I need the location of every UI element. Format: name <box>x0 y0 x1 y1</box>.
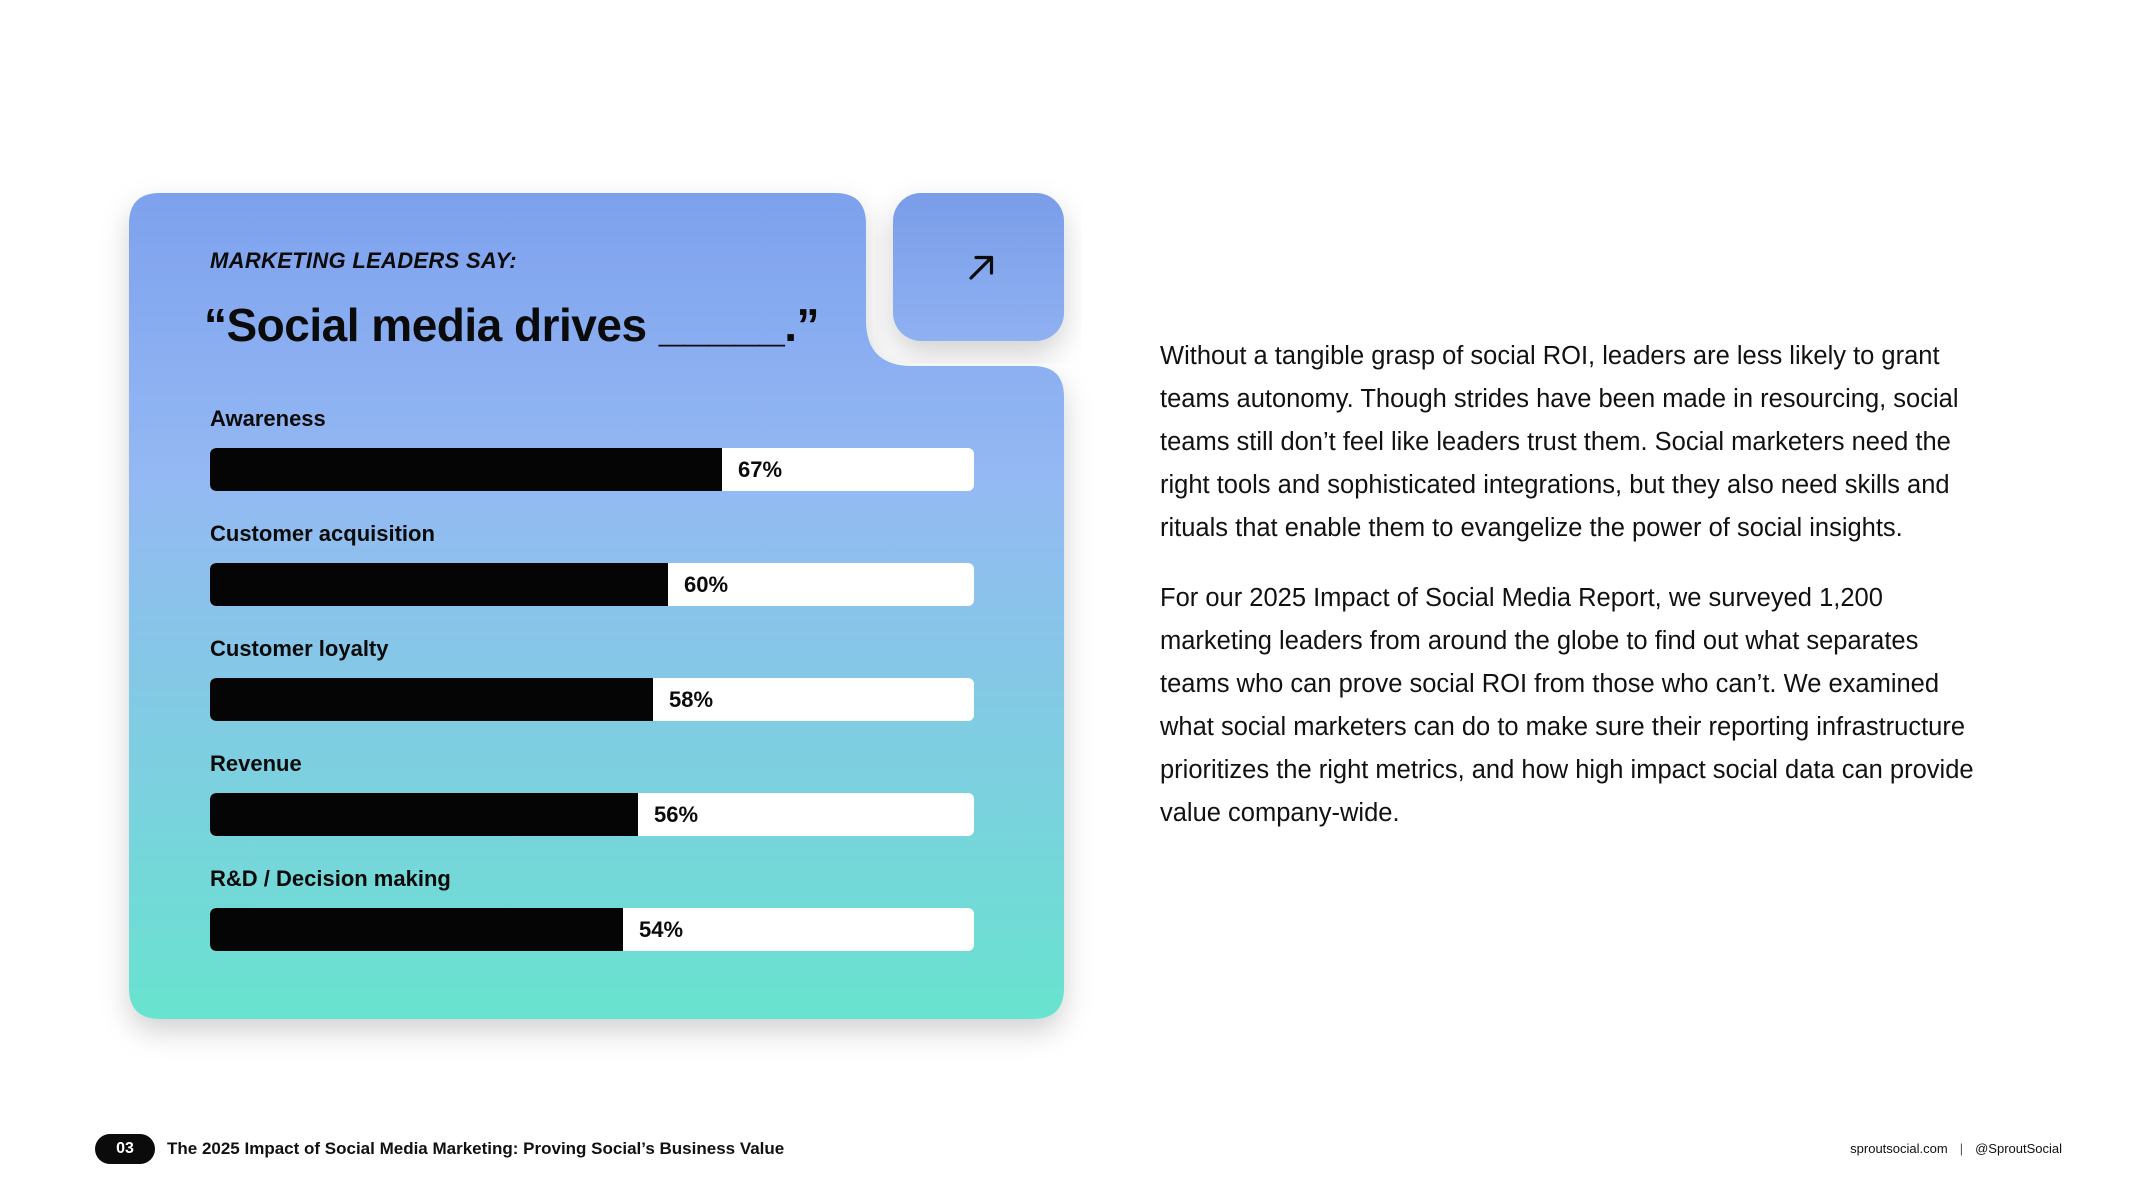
bar-track <box>210 908 974 951</box>
bar-value-label: 67% <box>738 457 783 482</box>
page-number-badge: 03 <box>95 1134 155 1164</box>
arrow-link-button[interactable] <box>894 193 1068 341</box>
bar-value-label: 56% <box>654 802 699 827</box>
bar-track <box>210 678 974 721</box>
bar-fill <box>210 793 638 836</box>
bar-track <box>210 793 974 836</box>
bar-category-label: Customer loyalty <box>210 636 389 661</box>
bar-row <box>210 747 974 862</box>
arrow-up-right-icon <box>966 252 996 282</box>
bar-value-label: 58% <box>669 687 714 712</box>
footer-left <box>95 1134 784 1164</box>
bar-row <box>210 862 974 977</box>
bar-fill <box>210 563 668 606</box>
footer-separator: | <box>1959 1141 1964 1156</box>
bar-fill <box>210 908 623 951</box>
body-paragraph: For our 2025 Impact of Social Media Report, we surveyed 1,200 marketing leaders from around the globe to find out what separates teams who can prove social ROI from those who can’t. We examined what social marketers can do to make sure their reporting infrastructure prioritizes the right metrics, and how high impact social data can provide value company-wide. <box>1160 584 1974 827</box>
footer-right <box>1850 1141 2062 1156</box>
bar-row <box>210 402 974 517</box>
bar-category-label: Awareness <box>210 406 326 431</box>
body-paragraph: Without a tangible grasp of social ROI, leaders are less likely to grant teams autonomy. Though strides have been made in resourcing, social teams still don’t feel like leaders trust them. Social marketers need the right tools and sophisticated integrations, but they also need skills and rituals that enable them to evangelize the power of social insights. <box>1160 342 1959 542</box>
bar-fill <box>210 678 653 721</box>
footer-title: The 2025 Impact of Social Media Marketing: Proving Social’s Business Value <box>167 1139 785 1158</box>
bar-track <box>210 448 974 491</box>
card-headline: “Social media drives _____.” <box>204 299 820 351</box>
bar-category-label: Revenue <box>210 751 302 776</box>
bar-row <box>210 517 974 632</box>
bar-fill <box>210 448 722 491</box>
card-kicker: MARKETING LEADERS SAY: <box>210 248 517 273</box>
footer-handle-link[interactable]: @SproutSocial <box>1975 1141 2062 1156</box>
bar-track <box>210 563 974 606</box>
bar-value-label: 54% <box>639 917 684 942</box>
footer-site-link[interactable]: sproutsocial.com <box>1850 1141 1948 1156</box>
bar-category-label: R&D / Decision making <box>210 866 451 891</box>
body-text <box>1160 335 1990 862</box>
bar-chart <box>210 402 974 977</box>
bar-category-label: Customer acquisition <box>210 521 435 546</box>
bar-value-label: 60% <box>684 572 729 597</box>
bar-row <box>210 632 974 747</box>
